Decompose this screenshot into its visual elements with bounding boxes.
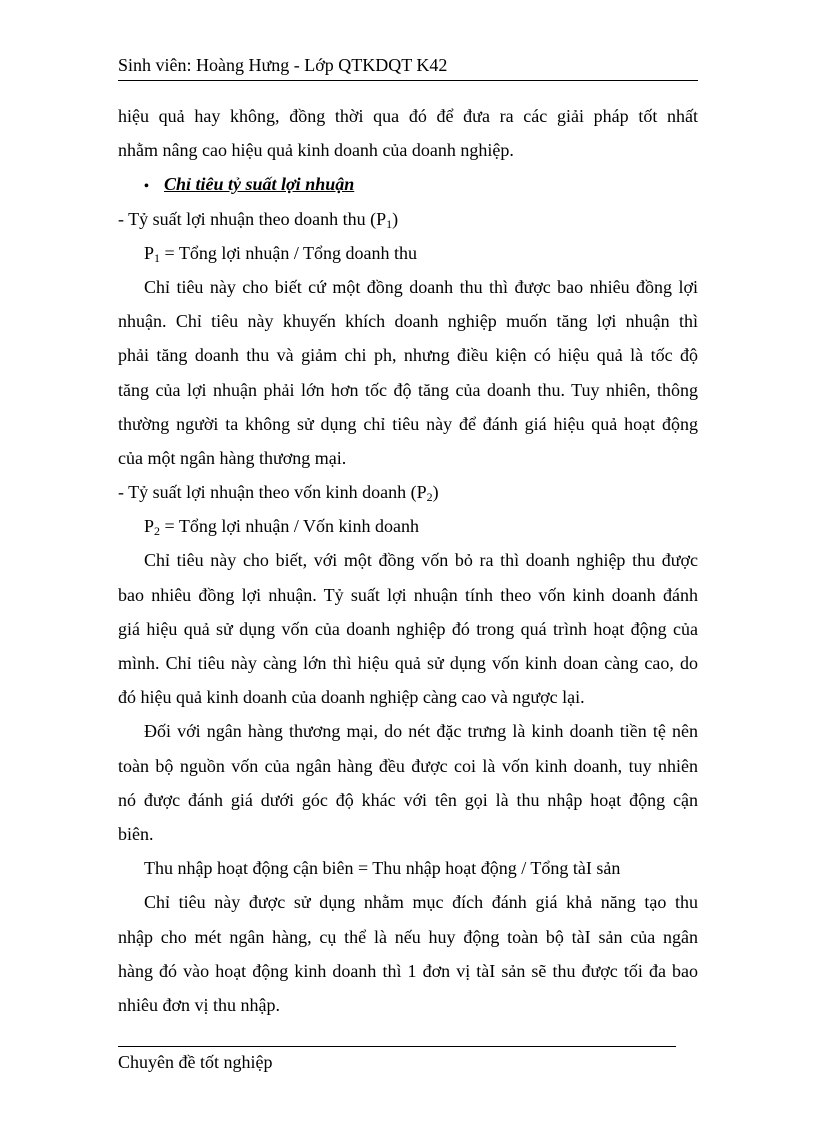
subscript: 1 xyxy=(154,250,161,265)
formula-text: = Tổng lợi nhuận / Vốn kinh doanh xyxy=(160,516,420,537)
formula-text: = Tổng lợi nhuận / Tổng doanh thu xyxy=(160,242,418,263)
page-footer: Chuyên đề tốt nghiệp xyxy=(118,1052,273,1072)
paragraph-line: Chỉ tiêu này cho biết, với một đồng vốn bỏ ra thì doanh nghiệp thu được xyxy=(144,550,698,571)
paragraph-line: toàn bộ nguồn vốn của ngân hàng đều được coi là vốn kinh doanh, tuy nhiên xyxy=(118,755,698,776)
paragraph-line: hàng đó vào hoạt động kinh doanh thì 1 đơn vị tàI sản sẽ thu được tối đa bao xyxy=(118,960,698,981)
paragraph-line: tăng của lợi nhuận phải lớn hơn tốc độ tăng của doanh thu. Tuy nhiên, thông xyxy=(118,379,698,400)
subsection-title-end: ) xyxy=(392,208,399,229)
paragraph-line: hiệu quả hay không, đồng thời qua đó để đưa ra các giải pháp tốt nhất xyxy=(118,106,698,126)
footer-divider xyxy=(118,1046,676,1047)
paragraph-line: bao nhiêu đồng lợi nhuận. Tỷ suất lợi nhuận tính theo vốn kinh doanh đánh xyxy=(118,584,698,605)
subsection-title-end: ) xyxy=(432,482,439,503)
paragraph-line: phải tăng doanh thu và giảm chi ph, nhưng điều kiện có hiệu quả là tốc độ xyxy=(118,345,698,366)
page-header: Sinh viên: Hoàng Hưng - Lớp QTKDQT K42 xyxy=(118,55,448,75)
paragraph-line: giá hiệu quả sử dụng vốn của doanh nghiệp đó trong quá trình hoạt động của xyxy=(118,618,698,639)
subsection-title-text: - Tỷ suất lợi nhuận theo doanh thu (P xyxy=(118,208,387,229)
document-body xyxy=(118,99,698,1022)
paragraph-line: của một ngân hàng thương mại. xyxy=(118,447,347,468)
formula-line xyxy=(118,236,698,270)
header-divider xyxy=(118,80,698,81)
paragraph-line: nhập cho mét ngân hàng, cụ thể là nếu huy động toàn bộ tàI sản của ngân xyxy=(118,926,698,947)
subscript: 1 xyxy=(386,216,393,231)
bullet-icon: • xyxy=(144,179,149,195)
paragraph-line: nó được đánh giá dưới góc độ khác với tên gọi là thu nhập hoạt động cận xyxy=(118,789,698,810)
subscript: 2 xyxy=(426,490,433,505)
subsection-title-text: - Tỷ suất lợi nhuận theo vốn kinh doanh (P xyxy=(118,482,427,503)
subsection-title xyxy=(118,202,698,236)
paragraph-line: Đối với ngân hàng thương mại, do nét đặc trưng là kinh doanh tiền tệ nên xyxy=(144,721,698,742)
paragraph-line: thường người ta không sử dụng chỉ tiêu này để đánh giá hiệu quả hoạt động xyxy=(118,413,698,434)
paragraph-line: Chỉ tiêu này được sử dụng nhằm mục đích đánh giá khả năng tạo thu xyxy=(144,892,698,913)
formula-line: Thu nhập hoạt động cận biên = Thu nhập hoạt động / Tổng tàI sản xyxy=(144,858,621,879)
paragraph-line: nhằm nâng cao hiệu quả kinh doanh của doanh nghiệp. xyxy=(118,140,514,161)
formula-line xyxy=(118,509,698,543)
section-heading xyxy=(118,167,698,201)
paragraph-line: mình. Chỉ tiêu này càng lớn thì hiệu quả sử dụng vốn kinh doan càng cao, do xyxy=(118,653,698,673)
formula-symbol: P xyxy=(144,516,155,537)
paragraph-line: Chỉ tiêu này cho biết cứ một đồng doanh thu thì được bao nhiêu đồng lợi xyxy=(144,276,698,297)
subsection-title xyxy=(118,475,698,509)
paragraph-line: biên. xyxy=(118,823,154,844)
subscript: 2 xyxy=(154,524,161,539)
paragraph-line: nhiêu đơn vị thu nhập. xyxy=(118,994,280,1015)
paragraph-line: đó hiệu quả kinh doanh của doanh nghiệp càng cao và ngược lại. xyxy=(118,687,585,708)
formula-symbol: P xyxy=(144,242,155,263)
section-heading-text: Chỉ tiêu tỷ suất lợi nhuận xyxy=(164,174,355,195)
paragraph-line: nhuận. Chỉ tiêu này khuyến khích doanh nghiệp muốn tăng lợi nhuận thì xyxy=(118,311,698,332)
